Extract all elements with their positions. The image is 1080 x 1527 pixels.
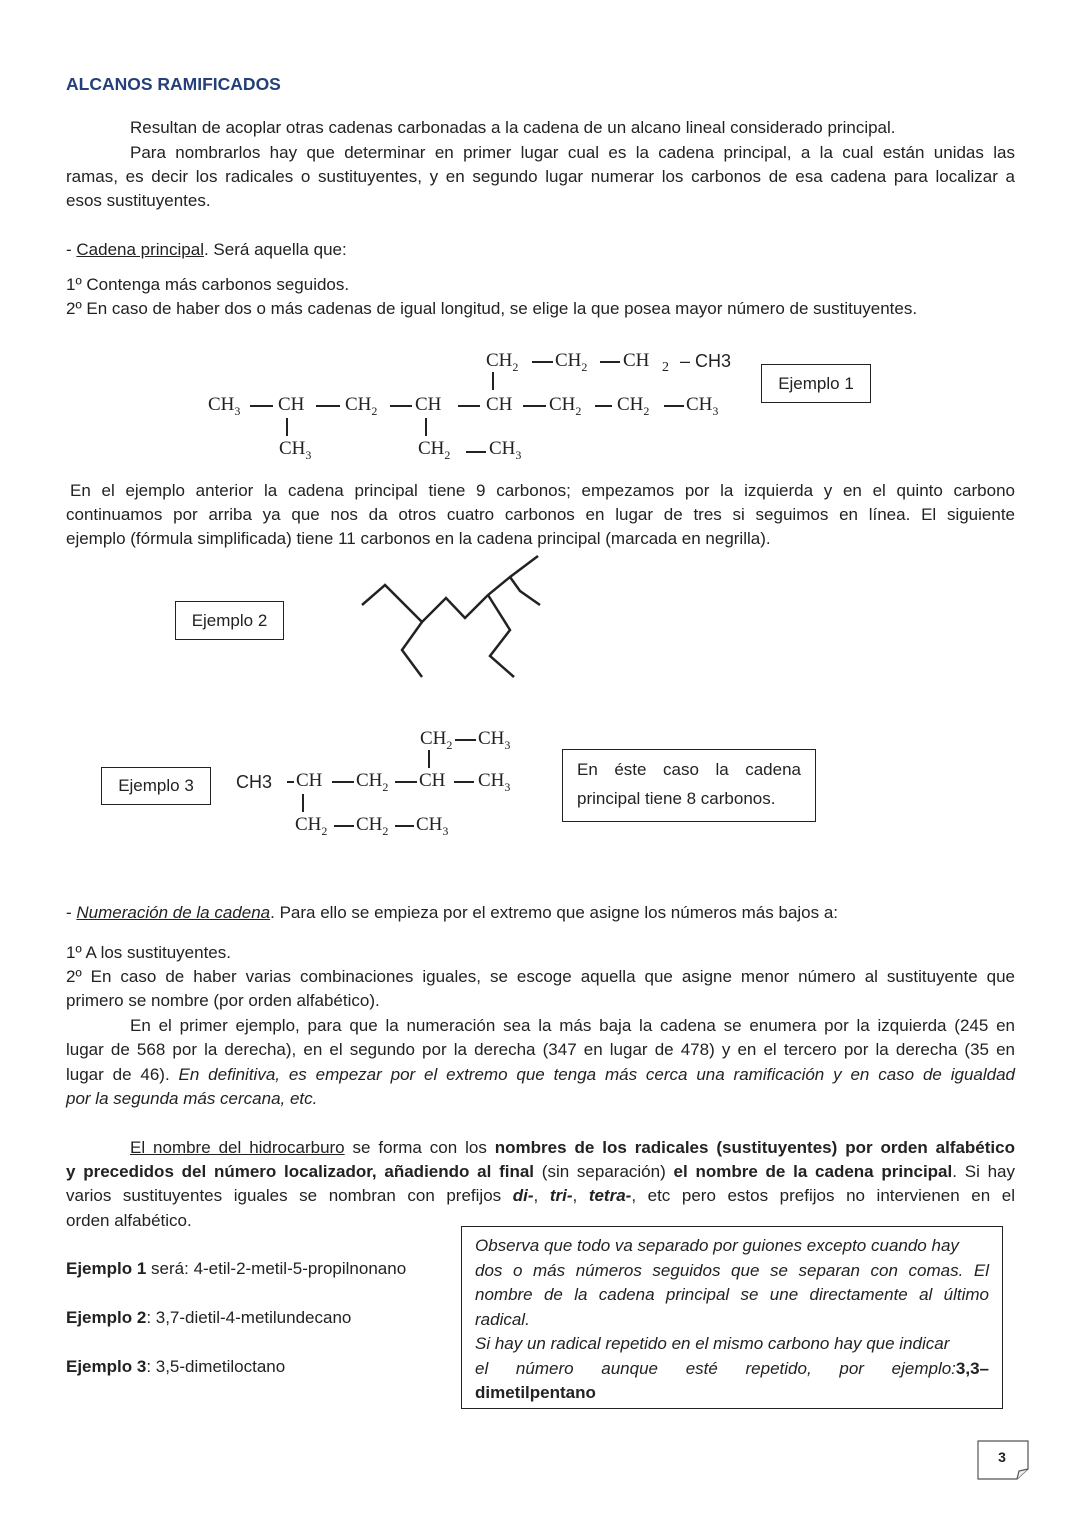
observa-line-2: dos o más números seguidos que se separan con comas. El — [475, 1260, 989, 1280]
numeracion-rule-2-line-2: primero se nombre (por orden alfabético). — [66, 991, 380, 1010]
intro-paragraph-2-line-2: ramas, es decir los radicales o sustituyentes, y en segundo lugar numerar los carbonos de esa cadena para localizar a — [66, 167, 1015, 186]
nombre-line-3: varios sustituyentes iguales se nombran con prefijos di-, tri-, tetra-, etc pero estos prefijos no intervienen en el — [66, 1186, 1016, 1205]
intro-paragraph-2-line-1: Para nombrarlos hay que determinar en primer lugar cual es la cadena principal, a la cual están unidas las — [130, 143, 1015, 162]
observa-line-1: Observa que todo va separado por guiones excepto cuando hay — [475, 1236, 959, 1255]
ejemplo2-skeletal-formula — [340, 550, 560, 690]
nombre-line-4: orden alfabético. — [66, 1211, 192, 1230]
explica-line-1: En el ejemplo anterior la cadena principal tiene 9 carbonos; empezamos por la izquierda y en el quinto carbono — [70, 481, 1015, 500]
observa-note-box — [461, 1226, 1003, 1409]
observa-line-4: radical. — [475, 1309, 530, 1329]
ejemplo3-note-line-1: En éste caso la cadena — [577, 760, 801, 779]
numeracion-rule-2-line-1: 2º En caso de haber varias combinaciones iguales, se escoge aquella que asigne menor número al sustituyente que — [66, 967, 1015, 986]
nombre-line-2: y precedidos del número localizador, añadiendo al final (sin separación) el nombre de la cadena principal. Si hay — [66, 1162, 1015, 1181]
observa-line-5: Si hay un radical repetido en el mismo carbono hay que indicar — [475, 1334, 950, 1353]
ejemplo1-label-box: Ejemplo 1 — [761, 364, 871, 403]
cadena-rule-1: 1º Contenga más carbonos seguidos. — [66, 275, 350, 294]
cadena-principal-heading: - Cadena principal. Será aquella que: — [66, 240, 347, 259]
intro-paragraph-2-line-3: esos sustituyentes. — [66, 191, 211, 210]
numeracion-paragraph-line-1: En el primer ejemplo, para que la numeración sea la más baja la cadena se enumera por la izquierda (245 en — [130, 1016, 1015, 1035]
page-title: ALCANOS RAMIFICADOS — [66, 74, 281, 94]
explica-line-3: ejemplo (fórmula simplificada) tiene 11 carbonos en la cadena principal (marcada en negrilla). — [66, 529, 771, 548]
ejemplo3-note-line-2: principal tiene 8 carbonos. — [577, 788, 776, 808]
numeracion-paragraph-line-2: lugar de 568 por la derecha), en el segundo por la derecha (347 en lugar de 478) y en el tercero por la derecha (35 en — [66, 1040, 1015, 1059]
ejemplo3-bonds — [0, 700, 1080, 860]
observa-line-7: dimetilpentano — [475, 1383, 596, 1402]
cadena-rule-2: 2º En caso de haber dos o más cadenas de igual longitud, se elige la que posea mayor número de sustituyentes. — [66, 299, 918, 318]
numeracion-heading: - Numeración de la cadena. Para ello se empieza por el extremo que asigne los números más bajos a: — [66, 903, 839, 922]
page-number-badge: 3 — [977, 1440, 1029, 1480]
explica-line-2: continuamos por arriba ya que nos da otros cuatro carbonos en lugar de tres si seguimos en línea. El siguiente — [66, 505, 1015, 524]
numeracion-term: Numeración de la cadena — [76, 903, 271, 922]
numeracion-rule-1: 1º A los sustituyentes. — [66, 943, 231, 962]
resultado-ejemplo-2: Ejemplo 2: 3,7-dietil-4-metilundecano — [66, 1308, 352, 1327]
intro-paragraph-1: Resultan de acoplar otras cadenas carbonadas a la cadena de un alcano lineal considerado principal. — [130, 118, 896, 137]
numeracion-paragraph-line-3: lugar de 46). En definitiva, es empezar por el extremo que tenga más cerca una ramificación y en caso de igualdad — [66, 1065, 1015, 1084]
numeracion-paragraph-line-4: por la segunda más cercana, etc. — [66, 1089, 318, 1108]
ejemplo3-note-box — [562, 749, 816, 822]
cadena-principal-term: Cadena principal — [76, 240, 204, 259]
ejemplo1-bonds — [0, 0, 1080, 480]
ejemplo3-label-box: Ejemplo 3 — [101, 767, 211, 805]
nombre-line-1: El nombre del hidrocarburo se forma con los nombres de los radicales (sustituyentes) por orden alfabético — [130, 1138, 1015, 1157]
resultado-ejemplo-1: Ejemplo 1 será: 4-etil-2-metil-5-propilnonano — [66, 1259, 407, 1278]
observa-line-3: nombre de la cadena principal se une directamente al último — [475, 1285, 989, 1304]
ejemplo2-label-box: Ejemplo 2 — [175, 601, 284, 640]
observa-line-6: el número aunque esté repetido, por ejemplo:3,3– — [475, 1358, 989, 1378]
resultado-ejemplo-3: Ejemplo 3: 3,5-dimetiloctano — [66, 1357, 286, 1376]
